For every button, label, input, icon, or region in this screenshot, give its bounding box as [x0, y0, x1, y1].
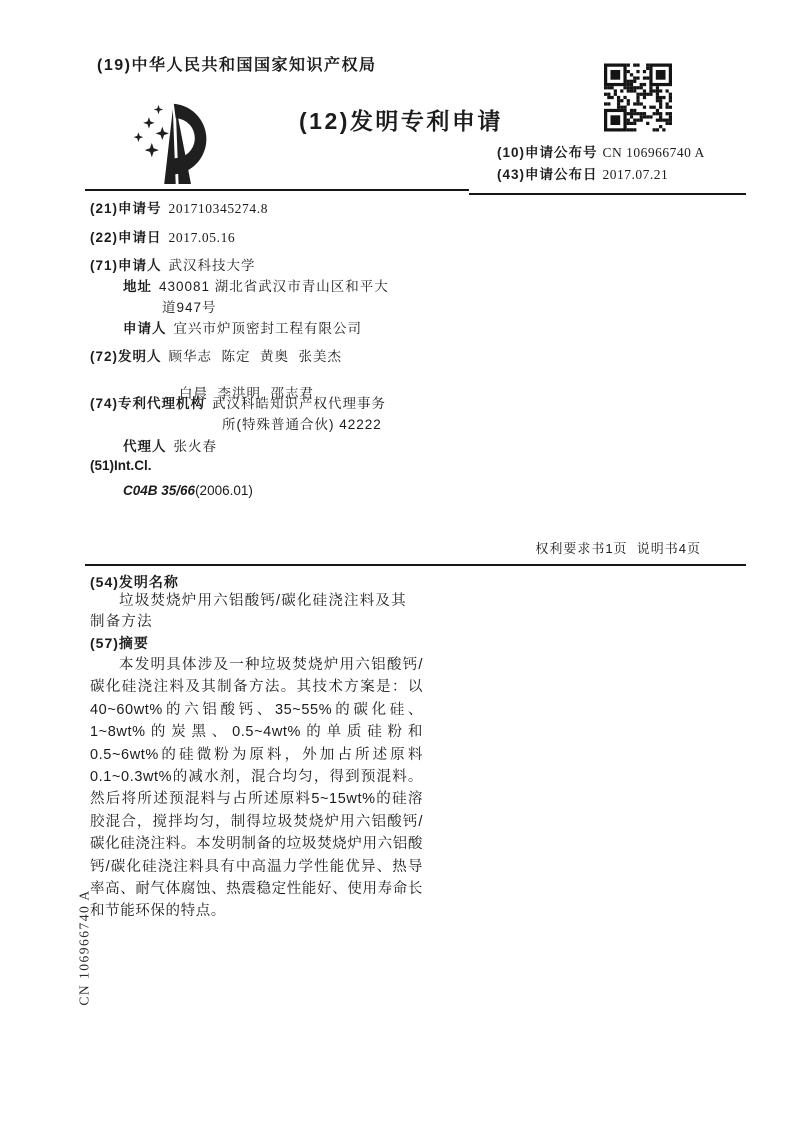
- publication-block: [497, 142, 705, 186]
- int-cl-version: (2006.01): [195, 483, 253, 498]
- applicant-value: 武汉科技大学: [168, 258, 256, 273]
- abstract-text: 本发明具体涉及一种垃圾焚烧炉用六铝酸钙/碳化硅浇注料及其制备方法。其技术方案是：以40~60wt%的六铝酸钙、35~55%的碳化硅、1~8wt%的炭黑、0.5~4wt%的单质硅粉和0.5~6wt%的硅微粉为原料，外加占所述原料0.1~0.3wt%的减水剂，混合均匀，得到预混料。然后将所述预混料与占所述原料5~15wt%的硅溶胶混合，搅拌均匀，制得垃圾焚烧炉用六铝酸钙/碳化硅浇注料。本发明制备的垃圾焚烧炉用六铝酸钙/碳化硅浇注料具有中高温力学性能优异、热导率高、耐气体腐蚀、热震稳定性能好、使用寿命长和节能环保的特点。: [90, 657, 423, 920]
- pages-note: 权利要求书1页 说明书4页: [535, 541, 701, 556]
- application-date-row: [90, 226, 235, 246]
- publication-number-label: (10)申请公布号: [497, 145, 598, 160]
- vertical-publication-code: CN 106966740 A: [76, 889, 92, 1006]
- section-divider: [85, 564, 746, 566]
- agent-row: [123, 435, 217, 455]
- header-divider-right: [469, 193, 746, 195]
- application-number-label: (21)申请号: [90, 201, 162, 216]
- office-title: (19)中华人民共和国国家知识产权局: [97, 57, 377, 74]
- publication-date-row: [497, 164, 705, 186]
- application-date-value: 2017.05.16: [168, 230, 236, 245]
- document-type-title: (12)发明专利申请: [299, 108, 503, 134]
- agent-value: 张火春: [173, 439, 217, 454]
- agency-value-line1: 武汉科皓知识产权代理事务: [212, 396, 387, 411]
- applicant-row: [90, 254, 256, 274]
- publication-number-row: [497, 142, 705, 164]
- address-row: [123, 275, 389, 295]
- co-applicant-value: 宜兴市炉顶密封工程有限公司: [173, 321, 362, 336]
- inventors-line1: 顾华志 陈定 黄奥 张美杰: [168, 349, 343, 364]
- agent-label: 代理人: [123, 439, 167, 454]
- inventors-row: [90, 345, 342, 365]
- invention-title: 垃圾焚烧炉用六铝酸钙/碳化硅浇注料及其制备方法: [90, 593, 407, 630]
- address-value-line1: 430081 湖北省武汉市青山区和平大: [159, 279, 389, 294]
- applicant-label: (71)申请人: [90, 258, 162, 273]
- co-applicant-label: 申请人: [123, 321, 167, 336]
- publication-number-value: CN 106966740 A: [602, 145, 705, 160]
- address-value-line2: 道947号: [162, 300, 217, 315]
- publication-date-label: (43)申请公布日: [497, 167, 598, 182]
- int-cl-value-row: [123, 483, 253, 498]
- invention-title-label: (54)发明名称: [90, 574, 179, 590]
- agency-value-line2: 所(特殊普通合伙) 42222: [222, 417, 382, 432]
- application-number-row: [90, 197, 268, 217]
- int-cl-label: (51)Int.Cl.: [90, 458, 152, 473]
- qr-code-icon: [604, 62, 672, 133]
- co-applicant-row: [123, 317, 362, 337]
- application-number-value: 201710345274.8: [168, 201, 269, 216]
- publication-date-value: 2017.07.21: [602, 167, 669, 182]
- address-row-continuation: [162, 296, 217, 316]
- header-divider-left: [85, 189, 469, 191]
- int-cl-row: [90, 458, 152, 473]
- address-label: 地址: [123, 279, 152, 294]
- agency-row: [90, 392, 386, 412]
- application-date-label: (22)申请日: [90, 230, 162, 245]
- cnipa-logo-icon: [126, 96, 212, 186]
- abstract-label: (57)摘要: [90, 635, 149, 651]
- inventors-line2: 白晨 李洪明 邵志君: [179, 386, 315, 401]
- inventors-label: (72)发明人: [90, 349, 162, 364]
- int-cl-code: C04B 35/66: [123, 483, 196, 498]
- agency-label: (74)专利代理机构: [90, 396, 206, 411]
- agency-row-continuation: [222, 413, 382, 433]
